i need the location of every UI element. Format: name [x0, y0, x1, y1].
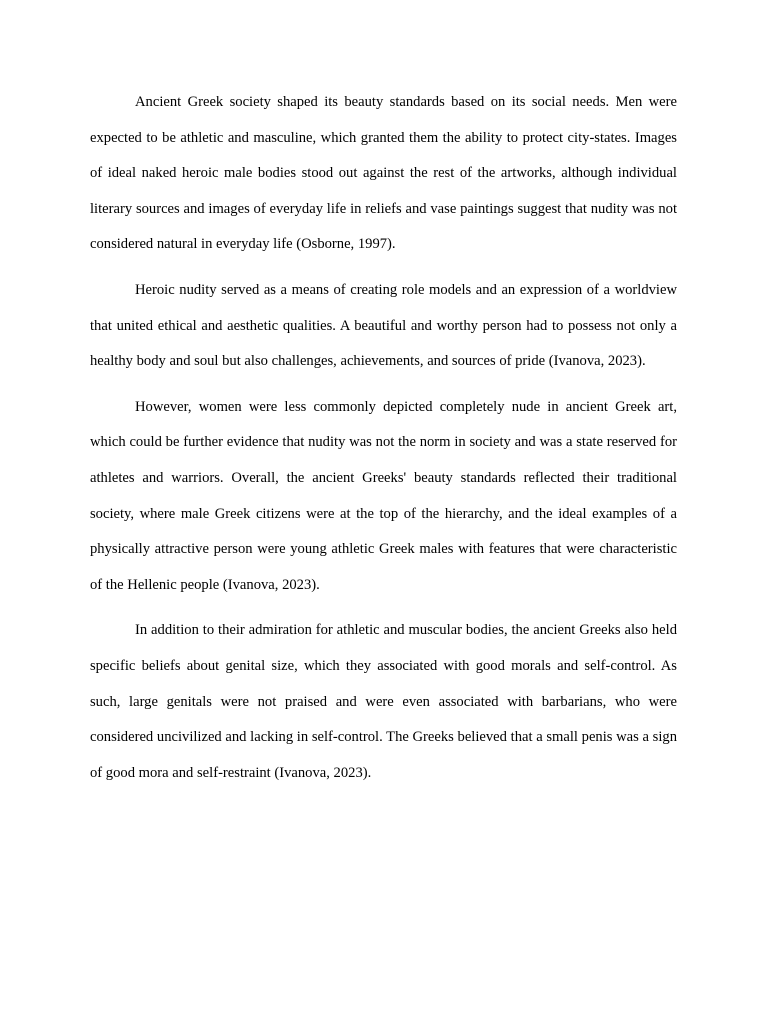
paragraph-1: Ancient Greek society shaped its beauty standards based on its social needs. Men were expected to be athletic and masculine, which granted them the ability to protect city-states. Images of ideal naked heroic male bodies stood out against the rest of the artworks, although individual literary sources and images of everyday life in reliefs and vase paintings suggest that nudity was not considered natural in everyday life (Osborne, 1997). [90, 94, 677, 253]
document-body [90, 85, 677, 801]
paragraph-4: In addition to their admiration for athletic and muscular bodies, the ancient Greeks also held specific beliefs about genital size, which they associated with good morals and self-control. As such, large genitals were not praised and were even associated with barbarians, who were considered uncivilized and lacking in self-control. The Greeks believed that a small penis was a sign of good mora and self-restraint (Ivanova, 2023). [90, 622, 677, 781]
paragraph-3: However, women were less commonly depicted completely nude in ancient Greek art, which could be further evidence that nudity was not the norm in society and was a state reserved for athletes and warriors. Overall, the ancient Greeks' beauty standards reflected their traditional society, where male Greek citizens were at the top of the hierarchy, and the ideal examples of a physically attractive person were young athletic Greek males with features that were characteristic of the Hellenic people (Ivanova, 2023). [90, 398, 677, 593]
paragraph-2: Heroic nudity served as a means of creating role models and an expression of a worldview that united ethical and aesthetic qualities. A beautiful and worthy person had to possess not only a healthy body and soul but also challenges, achievements, and sources of pride (Ivanova, 2023). [90, 281, 677, 370]
